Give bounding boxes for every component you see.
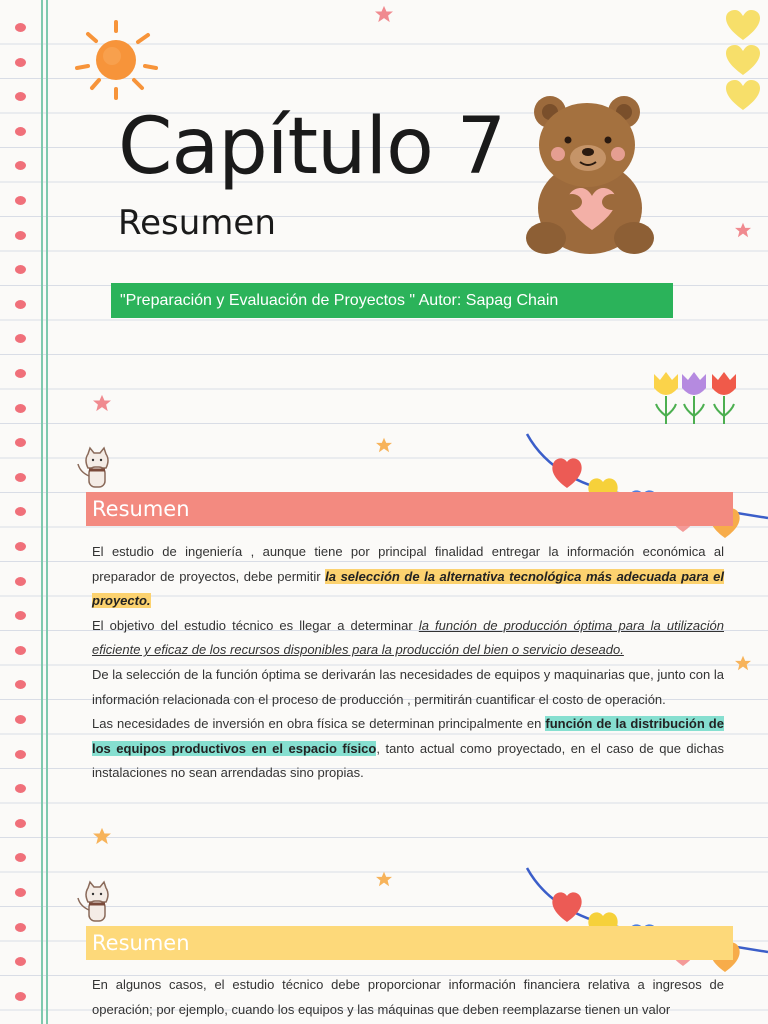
- binder-hole: [15, 992, 26, 1001]
- paragraph-text: Las necesidades de inversión en obra física se determinan principalmente en: [92, 716, 546, 732]
- paragraph: [92, 614, 724, 663]
- binder-hole: [15, 507, 26, 516]
- cat-icon: [72, 446, 118, 492]
- section-text: [92, 973, 724, 1022]
- binder-hole: [15, 161, 26, 170]
- binder-holes: [15, 0, 29, 1024]
- sun-icon: [72, 18, 162, 102]
- paragraph: [92, 663, 724, 712]
- binder-hole: [15, 715, 26, 724]
- margin-line-right: [46, 0, 48, 1024]
- paragraph: [92, 540, 724, 614]
- star-icon: [375, 871, 393, 887]
- binder-hole: [15, 23, 26, 32]
- binder-hole: [15, 369, 26, 378]
- binder-hole: [15, 611, 26, 620]
- binder-hole: [15, 923, 26, 932]
- binder-hole: [15, 473, 26, 482]
- binder-hole: [15, 404, 26, 413]
- paragraph-text: El objetivo del estudio técnico es llegar a determinar: [92, 617, 419, 633]
- paragraph-text: , tanto actual como proyectado, en el caso de que dichas instalaciones no sean arrendadas sino propias.: [92, 740, 724, 781]
- binder-hole: [15, 853, 26, 862]
- star-icon: [92, 827, 112, 845]
- section-text: [92, 540, 724, 786]
- binder-hole: [15, 196, 26, 205]
- tulip-icon: [650, 370, 740, 426]
- binder-hole: [15, 438, 26, 447]
- binder-hole: [15, 127, 26, 136]
- binder-hole: [15, 646, 26, 655]
- star-icon: [92, 394, 112, 412]
- paragraph-text: El estudio de ingeniería , aunque tiene por principal finalidad entregar la información económica al preparador de proyectos, debe permitir: [92, 544, 724, 584]
- binder-hole: [15, 784, 26, 793]
- paragraph: [92, 712, 724, 786]
- heart-icon: [725, 10, 761, 42]
- bear-icon: [520, 90, 660, 260]
- binder-hole: [15, 300, 26, 309]
- highlighted-text: la selección de la alternativa tecnológica más adecuada para el proyecto.: [92, 568, 724, 609]
- binder-hole: [15, 819, 26, 828]
- paragraph: [92, 973, 724, 1022]
- page-subtitle: Resumen: [118, 203, 276, 243]
- binder-hole: [15, 92, 26, 101]
- binder-hole: [15, 265, 26, 274]
- heart-icon: [725, 45, 761, 77]
- book-reference-banner: "Preparación y Evaluación de Proyectos " Autor: Sapag Chain: [111, 283, 673, 318]
- binder-hole: [15, 888, 26, 897]
- binder-hole: [15, 334, 26, 343]
- margin-line-left: [41, 0, 43, 1024]
- binder-hole: [15, 231, 26, 240]
- binder-hole: [15, 680, 26, 689]
- highlighted-text: función de la distribución de los equipos productivos en el espacio físico: [92, 716, 724, 756]
- star-icon: [375, 437, 393, 453]
- star-icon: [734, 222, 752, 238]
- page-title: Capítulo 7: [118, 102, 506, 192]
- heart-icon: [725, 80, 761, 112]
- binder-hole: [15, 577, 26, 586]
- cat-icon: [72, 880, 118, 926]
- star-icon: [734, 655, 752, 671]
- section-banner: Resumen: [86, 926, 733, 960]
- star-icon: [374, 5, 394, 23]
- underlined-text: la función de producción óptima para la utilización eficiente y eficaz de los recursos disponibles para la producción del bien o servicio deseado.: [92, 617, 724, 658]
- binder-hole: [15, 58, 26, 67]
- binder-hole: [15, 750, 26, 759]
- paragraph-text: En algunos casos, el estudio técnico debe proporcionar información financiera relativa a ingresos de operación; por ejemplo, cuando los equipos y las máquinas que deben reemplazarse tienen un valor: [92, 977, 724, 1017]
- binder-hole: [15, 957, 26, 966]
- binder-hole: [15, 542, 26, 551]
- section-banner: Resumen: [86, 492, 733, 526]
- paragraph-text: De la selección de la función óptima se derivarán las necesidades de equipos y maquinarias que, junto con la información relacionada con el proceso de producción , permitirán cuantificar el costo de operación.: [92, 666, 724, 707]
